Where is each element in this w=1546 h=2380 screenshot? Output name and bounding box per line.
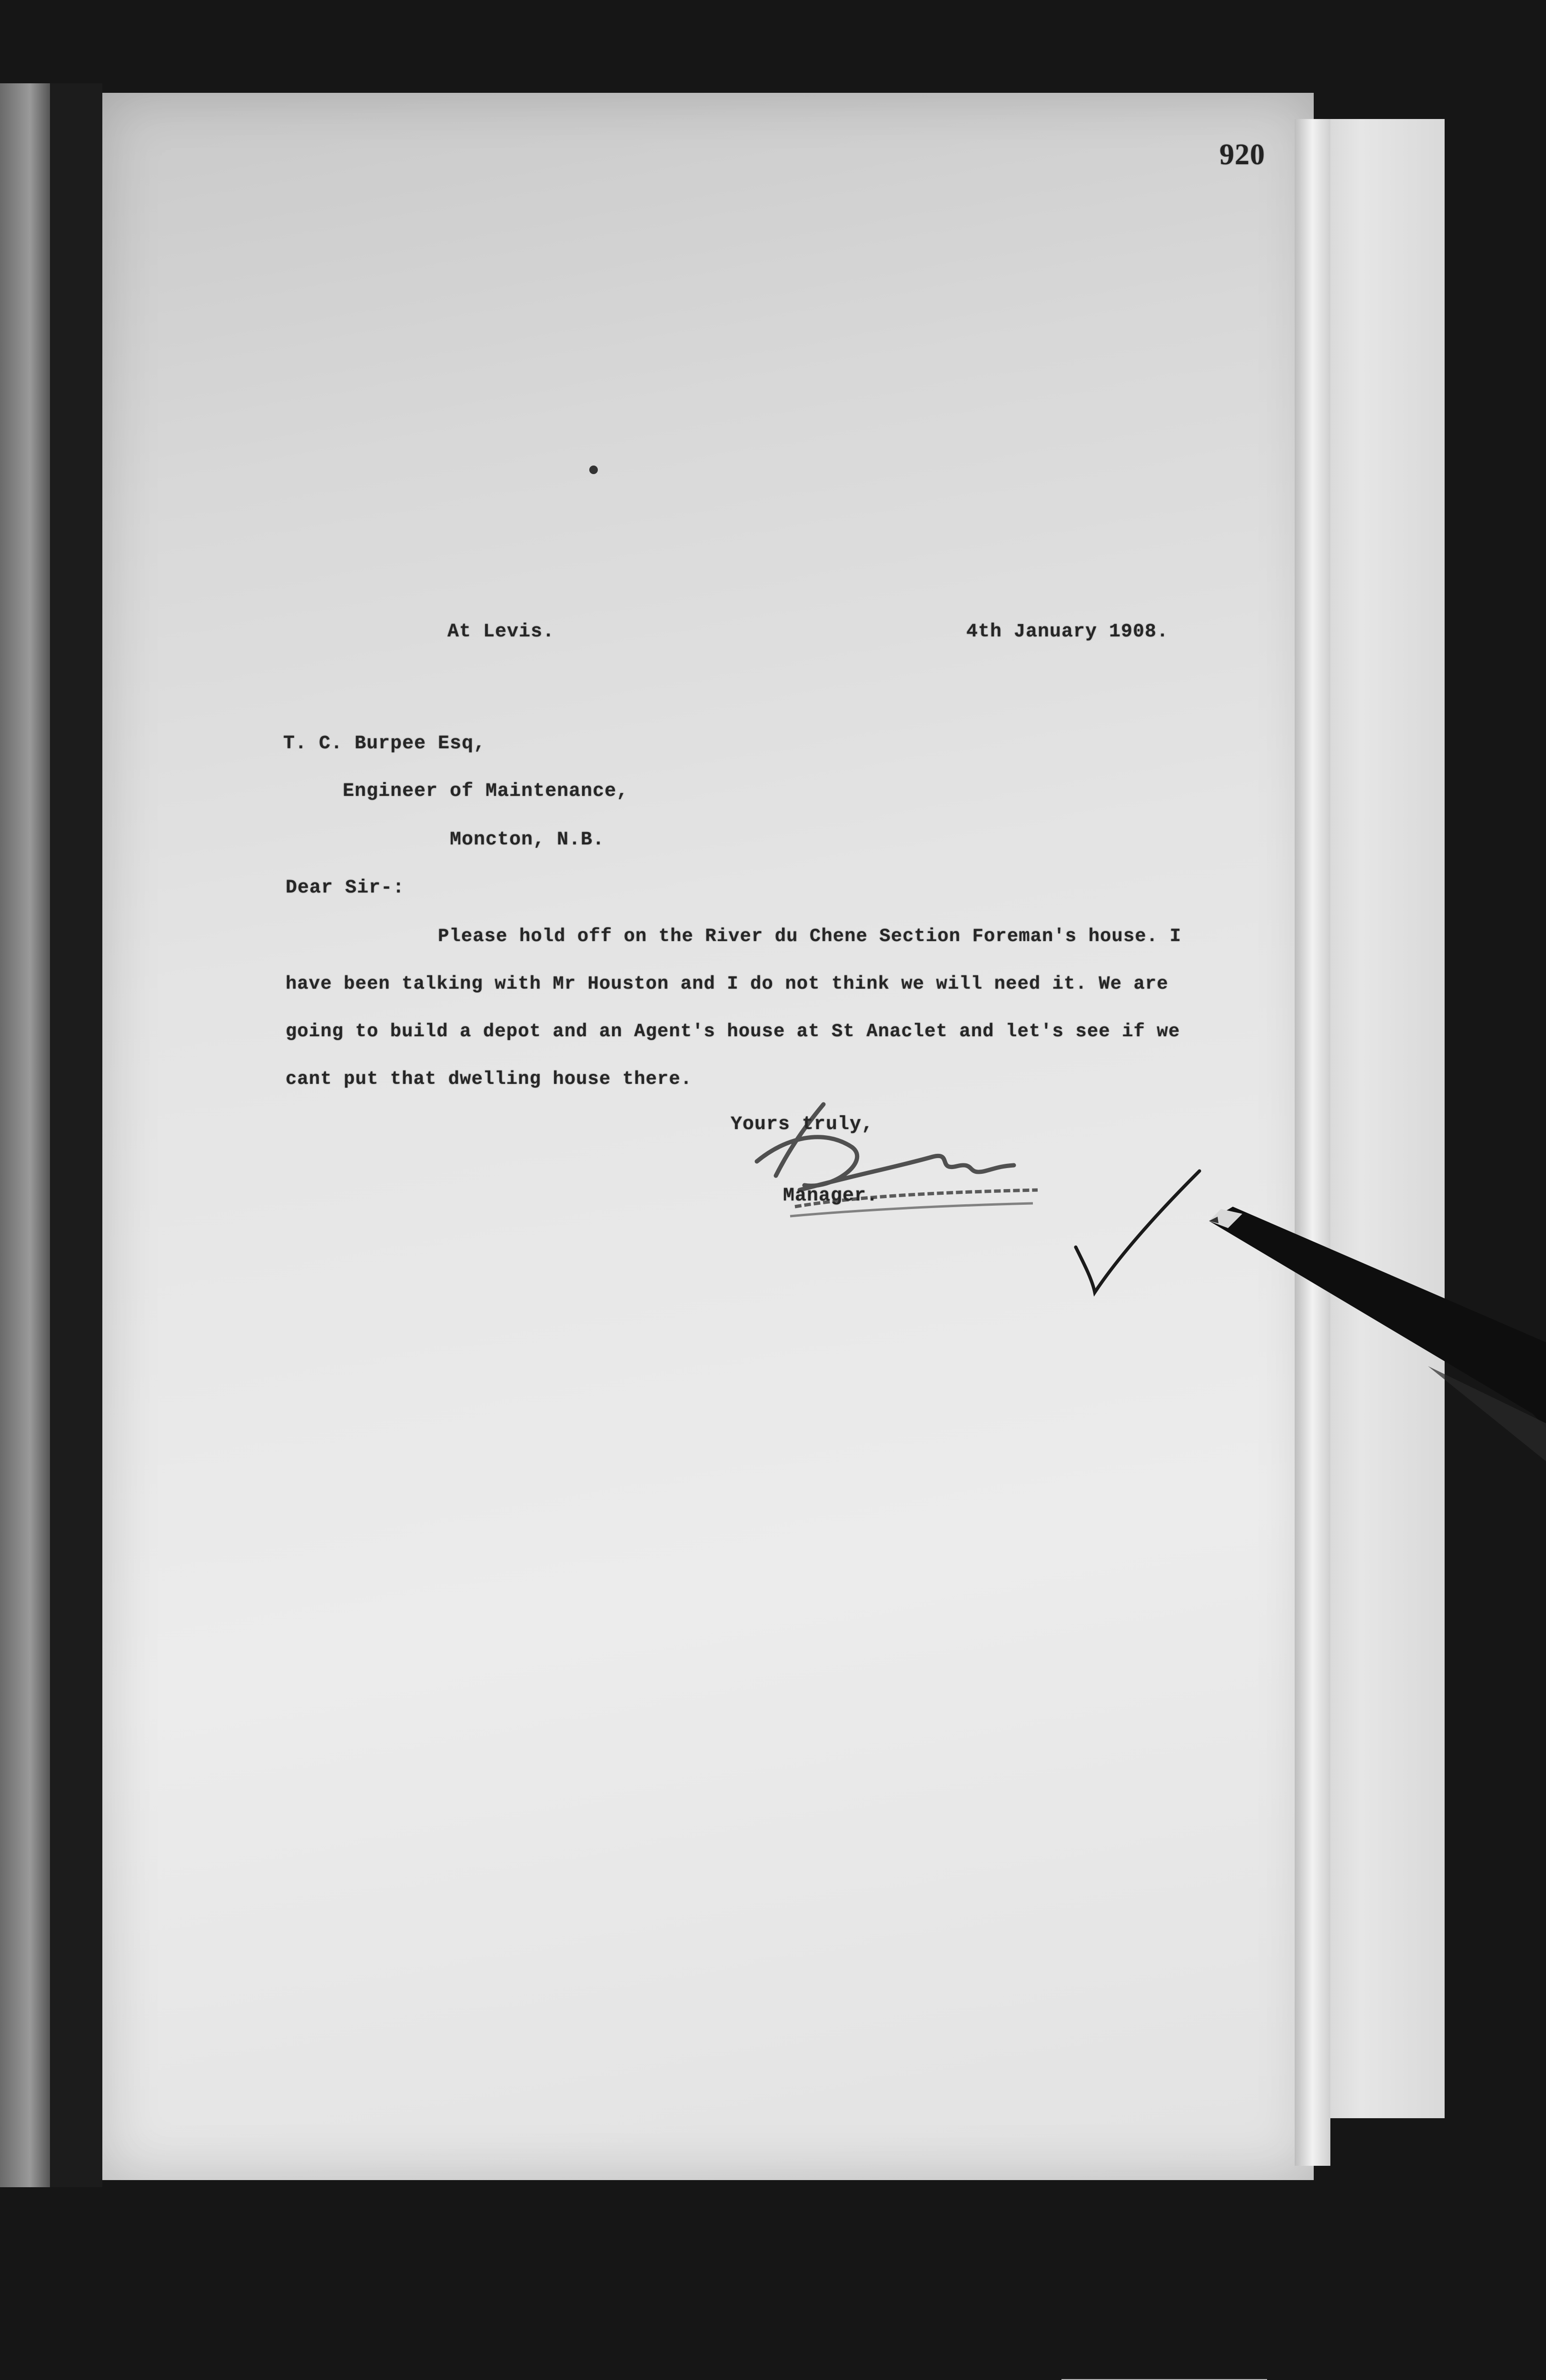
recipient-name: T. C. Burpee Esq,: [283, 733, 486, 754]
check-mark: [1066, 1161, 1209, 1319]
body-line: going to build a depot and an Agent's house at St Anaclet and let's see if we: [286, 1021, 1180, 1042]
salutation: Dear Sir-:: [286, 877, 405, 899]
page-number: 920: [1219, 139, 1265, 171]
pen: [1199, 1176, 1546, 1471]
letter-date: 4th January 1908.: [966, 621, 1169, 643]
closing: Yours truly,: [731, 1114, 874, 1135]
letter-sheet: [102, 93, 1314, 2180]
recipient-location: Moncton, N.B.: [450, 829, 605, 851]
body-line: cant put that dwelling house there.: [286, 1069, 693, 1090]
handwritten-signature: [728, 1095, 1061, 1228]
body-line: Please hold off on the River du Chene Section Foreman's house. I: [438, 926, 1181, 947]
sheet-curled-edge: [1295, 119, 1330, 2166]
left-adjacent-page: [0, 83, 50, 2187]
recipient-title: Engineer of Maintenance,: [343, 781, 629, 802]
paper-speck: [589, 466, 598, 474]
letter-place: At Levis.: [447, 621, 555, 643]
binding-gutter: [50, 83, 102, 2187]
signer-title: Manager.: [783, 1185, 879, 1207]
body-line: have been talking with Mr Houston and I do not think we will need it. We are: [286, 973, 1169, 994]
